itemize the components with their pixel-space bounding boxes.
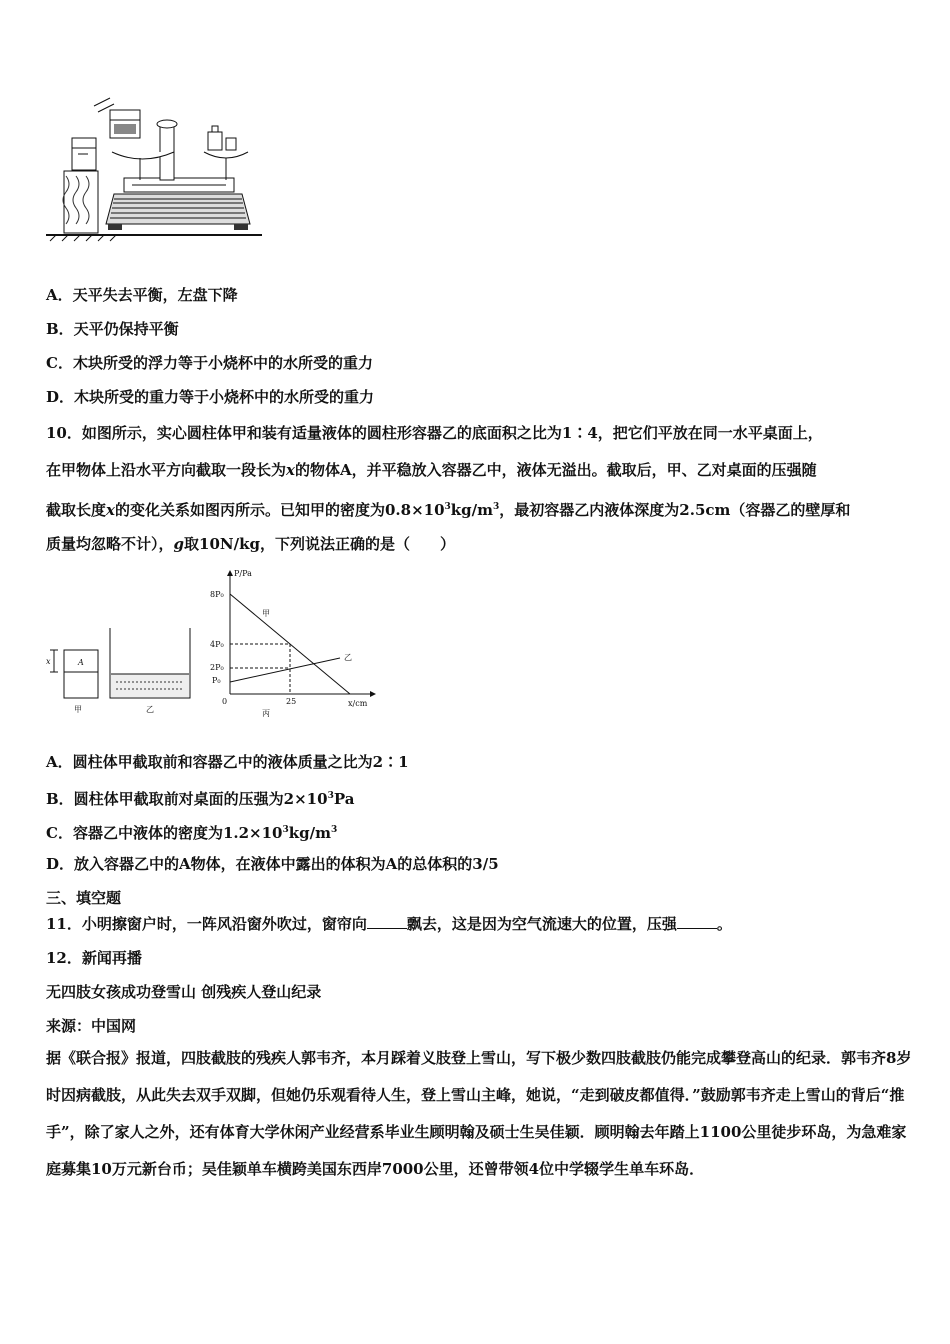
q9-option-b: B．天平仍保持平衡 bbox=[46, 320, 179, 338]
q10-option-d: D．放入容器乙中的A物体，在液体中露出的体积为A的总体积的3/5 bbox=[46, 855, 499, 873]
graph-tick-0: 0 bbox=[222, 697, 228, 706]
q10-stem-line1: 10．如图所示，实心圆柱体甲和装有适量液体的圆柱形容器乙的底面积之比为1∶4，把它们平放在同一水平桌面上， bbox=[46, 424, 823, 442]
q10-stem-line3: 截取长度x的变化关系如图丙所示。已知甲的密度为$0.8\times 10^3kg/m^3$，最初容器乙内液体深度为2.5cm（容器乙的壁厚和 bbox=[46, 501, 851, 519]
cylinder-a-label: A bbox=[78, 658, 84, 667]
q9-option-c: C．木块所受的浮力等于小烧杯中的水所受的重力 bbox=[46, 354, 373, 372]
q12-title: 12．新闻再播 bbox=[46, 949, 142, 967]
q10-stem-line4: 质量均忽略不计），g取10N/kg，下列说法正确的是（ ） bbox=[46, 535, 455, 553]
graph-x-axis-label: x/cm bbox=[348, 699, 368, 708]
q12-body: 据《联合报》报道，四肢截肢的残疾人郭韦齐，本月踩着义肢登上雪山，写下极少数四肢截肢仍能完成攀登高山的纪录．郭韦齐8岁时因病截肢，从此失去双手双脚，但她仍乐观看待人生，登上雪山主峰，她说，“走到破皮都值得．”鼓励郭韦齐走上雪山的背后“推手”，除了家人之外，还有体育大学休闲产业经营系毕业生顾明翰及硕士生吴佳颖．顾明翰去年踏上1100公里徒步环岛，为急难家庭募集10万元新台币；吴佳颖单车横跨美国东西岸7000公里，还曾带领4位中学辍学生单车环岛． bbox=[46, 1049, 912, 1178]
q10-figure bbox=[40, 566, 380, 718]
balance-figure bbox=[44, 96, 266, 242]
q11-blank-1[interactable] bbox=[367, 914, 407, 929]
graph-tick-25: 25 bbox=[286, 697, 297, 706]
graph-tick-8p0: 8P₀ bbox=[210, 590, 224, 599]
section-heading: 三、填空题 bbox=[46, 889, 122, 907]
graph-line-yi-label: 乙 bbox=[344, 653, 352, 662]
container-yi-label: 乙 bbox=[146, 705, 154, 714]
cut-length-x-label: x bbox=[46, 657, 51, 666]
q10-option-c: C．容器乙中液体的密度为$1.2\times 10^3kg/m^3$ bbox=[46, 824, 338, 842]
q9-option-d: D．木块所受的重力等于小烧杯中的水所受的重力 bbox=[46, 388, 375, 406]
q12-headline: 无四肢女孩成功登雪山 创残疾人登山纪录 bbox=[46, 983, 322, 1001]
q10-stem-line2: 在甲物体上沿水平方向截取一段长为x的物体A，并平稳放入容器乙中，液体无溢出。截取后，甲、乙对桌面的压强随 bbox=[46, 461, 817, 479]
q12-source: 来源：中国网 bbox=[46, 1017, 137, 1035]
graph-line-jia-label: 甲 bbox=[262, 609, 270, 618]
q11-blank-2[interactable] bbox=[677, 914, 717, 929]
q10-option-a: A．圆柱体甲截取前和容器乙中的液体质量之比为2∶1 bbox=[46, 753, 409, 771]
q10-option-b: B．圆柱体甲截取前对桌面的压强为$2\times 10^3Pa$ bbox=[46, 790, 355, 808]
q9-option-a: A．天平失去平衡，左盘下降 bbox=[46, 286, 238, 304]
graph-y-axis-label: P/Pa bbox=[234, 569, 252, 578]
graph-tick-4p0: 4P₀ bbox=[210, 640, 224, 649]
graph-tick-p0: P₀ bbox=[212, 676, 221, 685]
cylinder-jia-label: 甲 bbox=[74, 705, 82, 714]
graph-tick-2p0: 2P₀ bbox=[210, 663, 224, 672]
q11: 11．小明擦窗户时，一阵风沿窗外吹过，窗帘向 飘去，这是因为空气流速大的位置，压强 。 bbox=[46, 915, 732, 933]
graph-bing-label: 丙 bbox=[262, 709, 270, 718]
